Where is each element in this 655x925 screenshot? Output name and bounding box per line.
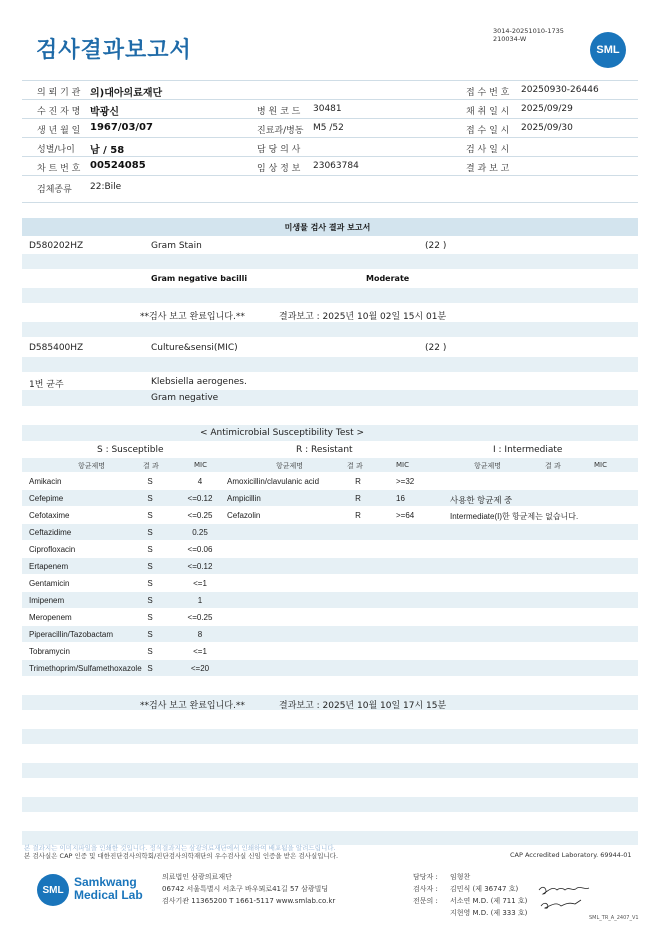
birth-value: 1967/03/07: [90, 122, 153, 133]
test-date-label: 검 사 일 시: [466, 145, 510, 155]
col-result-2: 결 과: [347, 462, 363, 470]
specimen-label: 검체종류: [37, 185, 72, 195]
divider: [22, 137, 638, 138]
ast-result: S: [147, 545, 153, 554]
receipt-no-value: 20250930-26446: [521, 85, 599, 95]
col-mic-2: MIC: [396, 461, 409, 469]
ast-mic: <=0.12: [187, 494, 213, 503]
organism-name: Klebsiella aerogenes.: [151, 377, 247, 387]
ast-mic: >=64: [396, 511, 415, 520]
sex-age-value: 남 / 58: [90, 145, 125, 156]
divider: [22, 202, 638, 203]
sml-footer-logo: SML: [37, 874, 69, 906]
report-label: 결 과 보 고: [466, 164, 510, 174]
staff-label: 담당자 :: [413, 873, 438, 881]
row-band: [22, 797, 638, 812]
ast-result: R: [355, 494, 361, 503]
ast-drug-name: Amikacin: [29, 477, 62, 486]
receipt-no-label: 접 수 번 호: [466, 88, 510, 98]
ast-result: S: [147, 613, 153, 622]
sml-logo: SML: [590, 32, 626, 68]
chart-no-value: 00524085: [90, 160, 146, 171]
document-id-line2: 210034-W: [493, 35, 527, 43]
test2-code: D585400HZ: [29, 343, 84, 353]
clinical-label: 임 상 정 보: [257, 164, 301, 174]
divider: [22, 80, 638, 81]
ast-mic: >=32: [396, 477, 415, 486]
ast-drug-name: Ampicillin: [227, 494, 261, 503]
ast-result: R: [355, 511, 361, 520]
expert-value-1: 서소연 M.D. (제 711 호): [450, 897, 528, 905]
brand-name: [74, 876, 143, 902]
row-band: [22, 558, 638, 574]
test1-name: Gram Stain: [151, 241, 202, 251]
row-band: [22, 524, 638, 540]
birth-label: 생 년 월 일: [37, 126, 81, 136]
row-band: [22, 322, 638, 337]
legend-resistant: R : Resistant: [296, 445, 353, 455]
report-title: 검사결과보고서: [36, 38, 192, 63]
col-drug-2: 항균제명: [276, 462, 304, 470]
ast-drug-name: Ceftazidime: [29, 528, 72, 537]
institution-label: 의 뢰 기 관: [37, 88, 81, 98]
ast-result: S: [147, 579, 153, 588]
col-drug-3: 항균제명: [474, 462, 502, 470]
row-band: [22, 763, 638, 778]
ast-mic: <=0.25: [187, 613, 213, 622]
org-contact: 검사기관 11365200 T 1661-5117 www.smlab.co.kr: [162, 897, 336, 905]
clinical-value: 23063784: [313, 161, 359, 171]
row-band: [22, 729, 638, 744]
expert-label: 전문의 :: [413, 897, 438, 905]
tester-value: 김민식 (제 36747 호): [450, 885, 519, 893]
ast-result: S: [147, 528, 153, 537]
row-band: [22, 254, 638, 269]
specimen-value: 22:Bile: [90, 182, 122, 192]
ast-result: R: [355, 477, 361, 486]
disclaimer-watermark: 본 결과지는 이미지파일을 인쇄한 것입니다. 정식결과지는 삼광의료재단에서 인쇄하여 배포됨을 알려드립니다.: [24, 844, 336, 852]
dept-label: 진료과/병동: [257, 126, 304, 136]
ast-drug-name: Cefazolin: [227, 511, 261, 520]
document-id-line1: 3014-20251010-1735: [493, 27, 564, 35]
ast-mic: 16: [396, 494, 405, 503]
ast-result: S: [147, 562, 153, 571]
ast-drug-name: Tobramycin: [29, 647, 70, 656]
receipt-date-value: 2025/09/30: [521, 123, 573, 133]
ast-drug-name: Imipenem: [29, 596, 65, 605]
staff-value: 임형찬: [450, 873, 471, 881]
tester-label: 검사자 :: [413, 885, 438, 893]
col-result-3: 결 과: [545, 462, 561, 470]
section-title: 미생물 검사 결과 보고서: [284, 223, 371, 232]
gram-amount: Moderate: [366, 274, 410, 283]
collect-date-label: 채 취 일 시: [466, 107, 510, 117]
ast-title: < Antimicrobial Susceptibility Test >: [200, 428, 364, 438]
row-band: [22, 592, 638, 608]
report-time-1: 결과보고 : 2025년 10월 02일 15시 01분: [279, 312, 447, 322]
org-address: 06742 서울특별시 서초구 바우뫼로41길 57 삼광빌딩: [162, 885, 329, 893]
gram-result: Gram negative bacilli: [151, 274, 248, 283]
ast-mic: <=20: [190, 664, 210, 673]
col-result-1: 결 과: [143, 462, 159, 470]
receipt-date-label: 접 수 일 시: [466, 126, 510, 136]
organism-label: 1번 균주: [29, 380, 64, 390]
organism-gram: Gram negative: [151, 393, 219, 403]
ast-drug-name: Ciprofloxacin: [29, 545, 76, 554]
legend-susceptible: S : Susceptible: [97, 445, 164, 455]
cap-accreditation: CAP Accredited Laboratory. 69944-01: [510, 851, 632, 859]
org-name: 의료법인 삼광의료재단: [162, 873, 232, 881]
brand-line2: Medical Lab: [74, 888, 143, 902]
ast-result: S: [147, 630, 153, 639]
ast-mic: 0.25: [192, 528, 208, 537]
report-time-2: 결과보고 : 2025년 10월 10일 17시 15분: [279, 701, 447, 711]
form-code: SML_TR_A_2407_V1: [589, 915, 639, 921]
collect-date-value: 2025/09/29: [521, 104, 573, 114]
ast-mic: 4: [197, 477, 203, 486]
test2-number: (22 ): [425, 343, 447, 353]
ast-mic: <=1: [193, 647, 207, 656]
col-drug-1: 항균제명: [78, 462, 106, 470]
ast-drug-name: Meropenem: [29, 613, 72, 622]
row-band: [22, 288, 638, 303]
hospital-code-value: 30481: [313, 104, 342, 114]
report-complete-2: **검사 보고 완료입니다.**: [140, 701, 245, 711]
legend-intermediate: I : Intermediate: [493, 445, 563, 455]
divider: [22, 175, 638, 176]
chart-no-label: 차 트 번 호: [37, 164, 81, 174]
dept-value: M5 /52: [313, 123, 344, 133]
ast-drug-name: Gentamicin: [29, 579, 70, 588]
ast-result: S: [147, 494, 153, 503]
ast-mic: <=1: [193, 579, 207, 588]
ast-result: S: [147, 511, 153, 520]
ast-result: S: [147, 664, 153, 673]
ast-result: S: [147, 596, 153, 605]
test2-name: Culture&sensi(MIC): [151, 343, 238, 353]
ast-drug-name: Cefotaxime: [29, 511, 70, 520]
ast-drug-name: Trimethoprim/Sulfamethoxazole: [29, 664, 142, 673]
test1-code: D580202HZ: [29, 241, 84, 251]
divider: [22, 99, 638, 100]
row-band: [22, 390, 638, 406]
row-band: [22, 626, 638, 642]
report-complete-1: **검사 보고 완료입니다.**: [140, 312, 245, 322]
col-mic-3: MIC: [594, 461, 607, 469]
divider: [22, 118, 638, 119]
ast-mic: 1: [197, 596, 203, 605]
ast-result: S: [147, 477, 153, 486]
ast-drug-name: Amoxicillin/clavulanic acid: [227, 477, 320, 486]
patient-name-value: 박광신: [90, 107, 119, 118]
hospital-code-label: 병 원 코 드: [257, 107, 301, 117]
ast-mic: 8: [197, 630, 203, 639]
disclaimer-cap: 본 검사실은 CAP 인증 및 대한진단검사의학회/진단검사의학재단의 우수검사실 신임 인증을 받은 검사실입니다.: [24, 852, 339, 860]
intermediate-note-2: Intermediate(I)한 항균제는 없습니다.: [450, 512, 579, 521]
row-band: [22, 490, 638, 506]
ast-mic: <=0.06: [187, 545, 213, 554]
ast-drug-name: Ertapenem: [29, 562, 69, 571]
sex-age-label: 성별/나이: [37, 145, 75, 155]
ast-drug-name: Cefepime: [29, 494, 64, 503]
ast-drug-name: Piperacillin/Tazobactam: [29, 630, 114, 639]
brand-line1: Samkwang: [74, 875, 137, 889]
ast-mic: <=0.25: [187, 511, 213, 520]
signature-image: [535, 880, 595, 914]
col-mic-1: MIC: [194, 461, 207, 469]
test1-number: (22 ): [425, 241, 447, 251]
patient-name-label: 수 진 자 명: [37, 107, 81, 117]
institution-value: 의)대아의료재단: [90, 88, 163, 99]
divider: [22, 156, 638, 157]
ast-mic: <=0.12: [187, 562, 213, 571]
doctor-label: 담 당 의 사: [257, 145, 301, 155]
document-id: [493, 27, 564, 43]
row-band: [22, 357, 638, 372]
expert-value-2: 지현영 M.D. (제 333 호): [450, 909, 528, 917]
ast-result: S: [147, 647, 153, 656]
intermediate-note-1: 사용한 항균제 중: [450, 495, 513, 505]
